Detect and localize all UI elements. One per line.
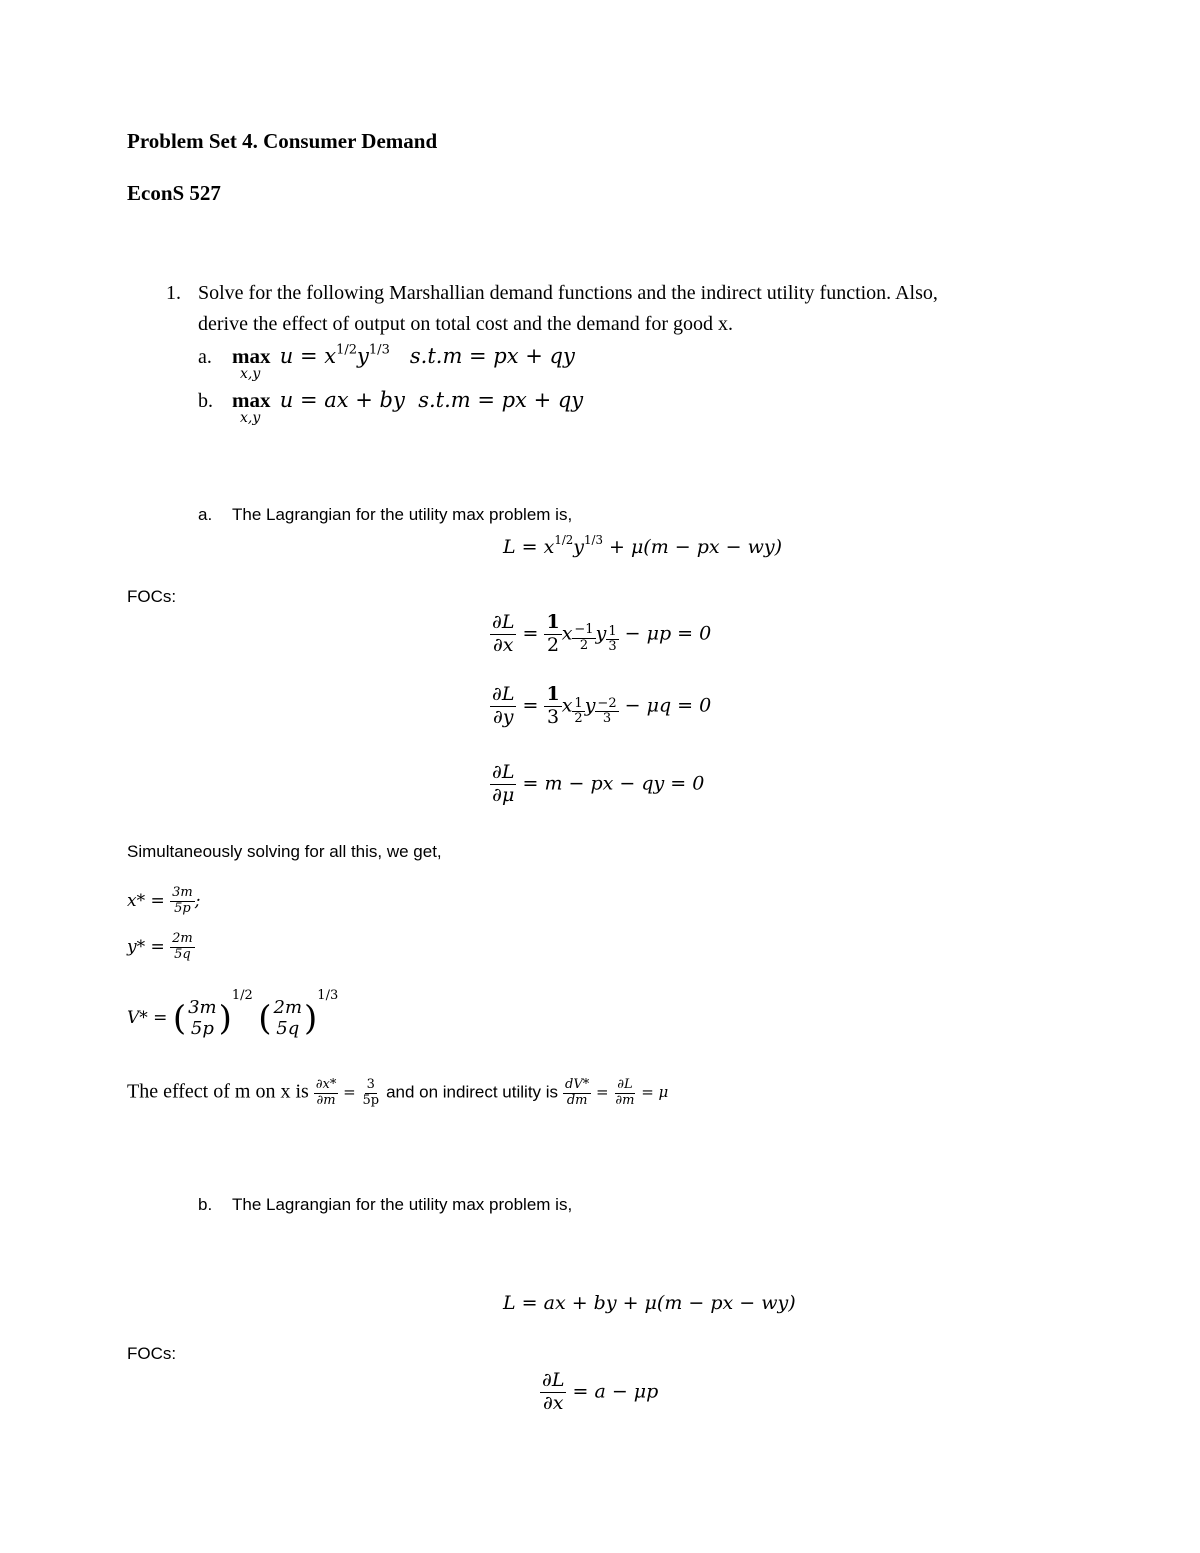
part-a-formula: $\max u = x^{1/2}y^{1/3}$ s.t.m = px + qy x,y xyxy=(232,342,575,382)
lagrangian-b: L = ax + by + μ(m − px − wy) xyxy=(503,1292,796,1314)
part-b-formula: max u = ax + by s.t.m = px + qy x,y xyxy=(232,388,584,426)
effect-line: The effect of m on x is $\frac{\partial x*}{\partial m}$ = $\frac{3}{5p}$ and on indirect utility is $\frac{dV*}{dm}$ = $\frac{\partial L}{\partial m}$ = μ xyxy=(127,1077,669,1108)
part-b-max: max xyxy=(232,388,271,412)
effect-prefix: The effect of m on x is xyxy=(127,1080,309,1103)
focs-label-a: FOCs: xyxy=(127,587,177,606)
part-a-max: max xyxy=(232,344,271,368)
v-star: V* = ( 3m 5p )$^{1/2}$ ( 2m 5q )$^{1/3}$ xyxy=(127,988,339,1039)
focs-label-b: FOCs: xyxy=(127,1344,177,1363)
x-star: x* = $\frac{3m}{5p}$ ; xyxy=(127,885,201,916)
course-code: EconS 527 xyxy=(127,181,221,205)
solving-text: Simultaneously solving for all this, we get, xyxy=(127,842,442,861)
part-a-label: a. xyxy=(198,346,212,368)
question-text-line2: derive the effect of output on total cost and the demand for good x. xyxy=(198,313,734,335)
foc-b-1: $\frac{\partial L}{\partial x}$ = a − μp xyxy=(542,1369,659,1414)
effect-middle: and on indirect utility is xyxy=(386,1082,559,1102)
part-b-subscript: x,y xyxy=(240,410,261,426)
foc-a-3: $\frac{\partial L}{\partial\mu}$ = m − px − qy = 0 xyxy=(492,761,705,806)
solution-b-intro: The Lagrangian for the utility max problem is, xyxy=(232,1195,573,1214)
question-text-line1: Solve for the following Marshallian demand functions and the indirect utility function. Also, xyxy=(198,282,938,304)
part-b-label: b. xyxy=(198,390,213,412)
part-a-subscript: x,y xyxy=(240,366,261,382)
solution-a-label: a. xyxy=(198,505,213,524)
y-star: y* = $\frac{2m}{5q}$ xyxy=(127,931,193,962)
page-title: Problem Set 4. Consumer Demand xyxy=(127,129,438,153)
question-number: 1. xyxy=(166,282,181,304)
foc-a-2: $\frac{\partial L}{\partial y}$ = $\frac{1}{3}$ x $^{\frac{1}{2}}$ y $^{\frac{-2}{3}}$ − μq = 0 xyxy=(492,683,712,728)
solution-b-label: b. xyxy=(198,1195,213,1214)
foc-a-1: $\frac{\partial L}{\partial x}$ = $\frac{1}{2}$ x $^{\frac{-1}{2}}$ y $^{\frac{1}{3}}$ − μp = 0 xyxy=(492,611,712,656)
solution-a-intro: The Lagrangian for the utility max problem is, xyxy=(232,505,573,524)
lagrangian-a: $L = x^{1/2}y^{1/3} + \mu(m$ − px − wy) xyxy=(503,533,783,558)
